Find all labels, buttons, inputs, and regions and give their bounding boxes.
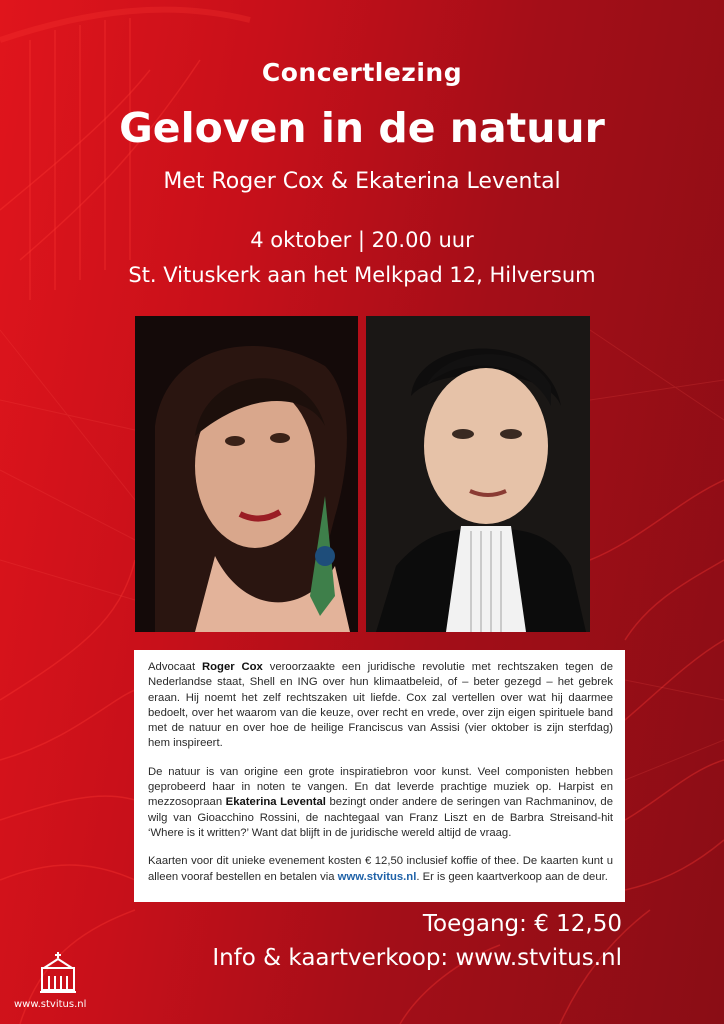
event-title: Geloven in de natuur (119, 104, 605, 152)
logo-caption: www.stvitus.nl (14, 999, 87, 1010)
description-paragraph-1: Advocaat Roger Cox veroorzaakte een juridische revolutie met rechtszaken tegen de Nederlandse staat, Shell en ING over hun klimaatbeleid, of – beter gezegd – het gebrek eraan. Hij noemt het zelf rechtszaken uit liefde. Cox zal vertellen over wat hij daarmee bedoelt, over het waarom van die keuze, over recht en vrede, over zijn eigen spirituele band met de natuur en over hoe de heilige Franciscus van Assisi (vier oktober is zijn sterfdag) hem inspireert. (148, 661, 613, 750)
portrait-illustration-roger-cox (366, 316, 590, 632)
event-venue: St. Vituskerk aan het Melkpad 12, Hilversum (128, 263, 596, 287)
church-logo-icon (38, 950, 78, 994)
name-roger-cox: Roger Cox (201, 661, 263, 673)
event-description (134, 650, 625, 902)
description-paragraph-3: Kaarten voor dit unieke evenement kosten € 12,50 inclusief koffie of thee. De kaarten kunt u alleen vooraf bestellen en betalen via www.stvitus.nl. Er is geen kaartverkoop aan de deur. (148, 855, 613, 883)
event-kicker: Concertlezing (261, 58, 463, 87)
entry-price: Toegang: € 12,50 (422, 911, 622, 937)
event-date-time: 4 oktober | 20.00 uur (250, 228, 474, 252)
name-ekaterina-levental: Ekaterina Levental (225, 796, 326, 809)
portrait-photo-ekaterina-levental (135, 316, 358, 632)
website-link[interactable]: www.stvitus.nl (337, 870, 417, 883)
event-subtitle: Met Roger Cox & Ekaterina Levental (163, 169, 561, 194)
ticket-info: Info & kaartverkoop: www.stvitus.nl (212, 945, 622, 971)
description-paragraph-2: De natuur is van origine een grote inspiratiebron voor kunst. Veel componisten hebben geprobeerd haar in noten te vangen. En dat leverde prachtige muziek op. Harpist en mezzosopraan Ekaterina Levental bezingt onder andere de seringen van Rachmaninov, de wilg van Gioacchino Rossini, de nachtegaal van Franz Liszt en de Barbra Streisand-hit ‘Where is it written?’ Want dat blijft in de juridische wereld altijd de vraag. (148, 765, 613, 839)
